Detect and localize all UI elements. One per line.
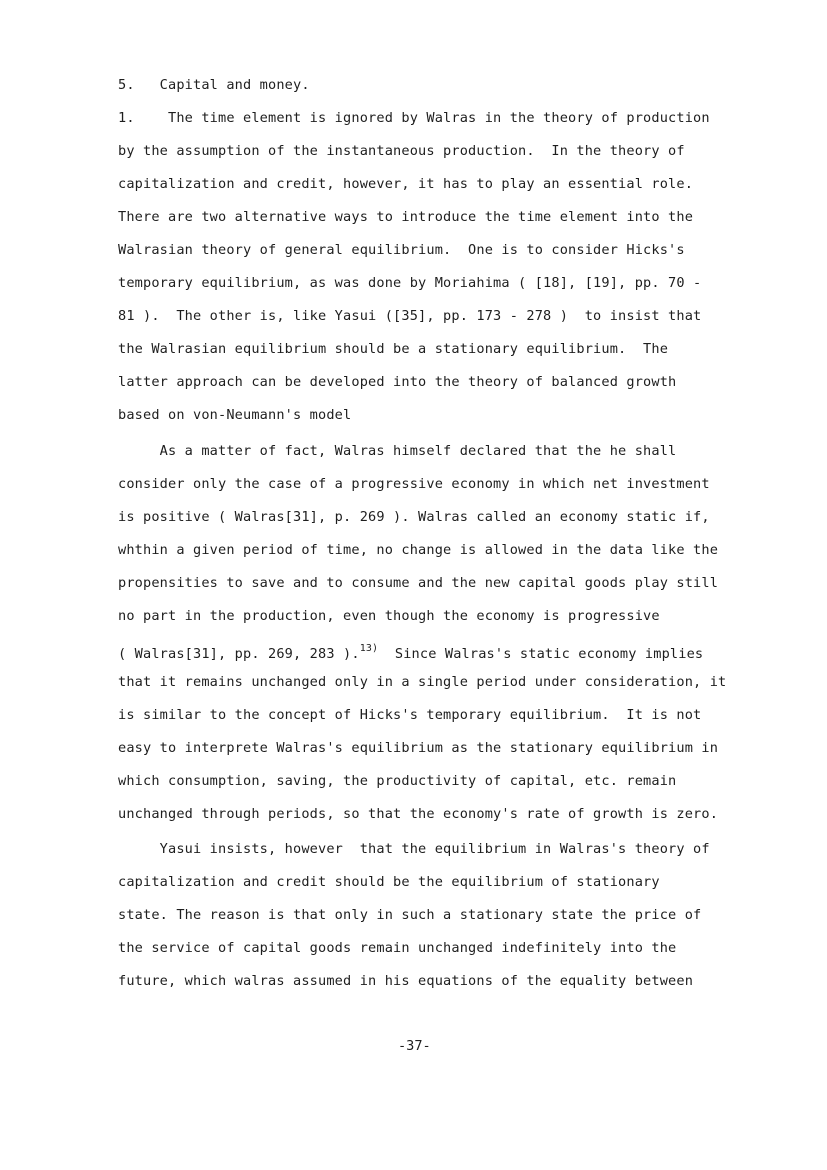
paragraph-1-line-5: Walrasian theory of general equilibrium. One is to consider Hicks's bbox=[118, 242, 685, 258]
paragraph-1-line-6: temporary equilibrium, as was done by Moriahima ( [18], [19], pp. 70 - bbox=[118, 275, 702, 291]
paragraph-2-line-9: is similar to the concept of Hicks's temporary equilibrium. It is not bbox=[118, 707, 702, 723]
paragraph-2-line-3: is positive ( Walras[31], p. 269 ). Walras called an economy static if, bbox=[118, 509, 710, 525]
paragraph-1-line-7: 81 ). The other is, like Yasui ([35], pp. 173 - 278 ) to insist that bbox=[118, 308, 702, 324]
page-number: -37- bbox=[398, 1038, 431, 1054]
paragraph-2-line-11: which consumption, saving, the productivity of capital, etc. remain bbox=[118, 773, 677, 789]
paragraph-2-line-7-text: ( Walras[31], pp. 269, 283 ). bbox=[118, 646, 360, 662]
paragraph-3-line-3: state. The reason is that only in such a stationary state the price of bbox=[118, 907, 702, 923]
paragraph-2-line-4: whthin a given period of time, no change is allowed in the data like the bbox=[118, 542, 719, 558]
paragraph-3-line-4: the service of capital goods remain unchanged indefinitely into the bbox=[118, 940, 677, 956]
paragraph-2-line-2: consider only the case of a progressive economy in which net investment bbox=[118, 476, 710, 492]
paragraph-2-line-1: As a matter of fact, Walras himself declared that the he shall bbox=[118, 443, 677, 459]
paragraph-1-line-4: There are two alternative ways to introduce the time element into the bbox=[118, 209, 694, 225]
paragraph-1-line-2: by the assumption of the instantaneous production. In the theory of bbox=[118, 143, 685, 159]
paragraph-2-line-8: that it remains unchanged only in a single period under consideration, it bbox=[118, 674, 727, 690]
paragraph-1-line-3: capitalization and credit, however, it has to play an essential role. bbox=[118, 176, 694, 192]
paragraph-3-line-1: Yasui insists, however that the equilibrium in Walras's theory of bbox=[118, 841, 710, 857]
section-heading: 5. Capital and money. bbox=[118, 77, 310, 93]
paragraph-1-line-1: 1. The time element is ignored by Walras in the theory of production bbox=[118, 110, 710, 126]
paragraph-1-line-10: based on von-Neumann's model bbox=[118, 407, 352, 423]
paragraph-1-line-8: the Walrasian equilibrium should be a stationary equilibrium. The bbox=[118, 341, 669, 357]
paragraph-2-line-12: unchanged through periods, so that the economy's rate of growth is zero. bbox=[118, 806, 719, 822]
paragraph-2-line-10: easy to interprete Walras's equilibrium as the stationary equilibrium in bbox=[118, 740, 719, 756]
paragraph-3-line-5: future, which walras assumed in his equations of the equality between bbox=[118, 973, 694, 989]
paragraph-1-line-9: latter approach can be developed into the theory of balanced growth bbox=[118, 374, 677, 390]
paragraph-2-line-7-continuation: Since Walras's static economy implies bbox=[378, 646, 704, 662]
paragraph-2-line-6: no part in the production, even though the economy is progressive bbox=[118, 608, 660, 624]
paragraph-2-line-7 bbox=[118, 640, 703, 663]
paragraph-3-line-2: capitalization and credit should be the equilibrium of stationary bbox=[118, 874, 660, 890]
footnote-marker: 13) bbox=[359, 643, 379, 654]
paragraph-2-line-5: propensities to save and to consume and the new capital goods play still bbox=[118, 575, 719, 591]
